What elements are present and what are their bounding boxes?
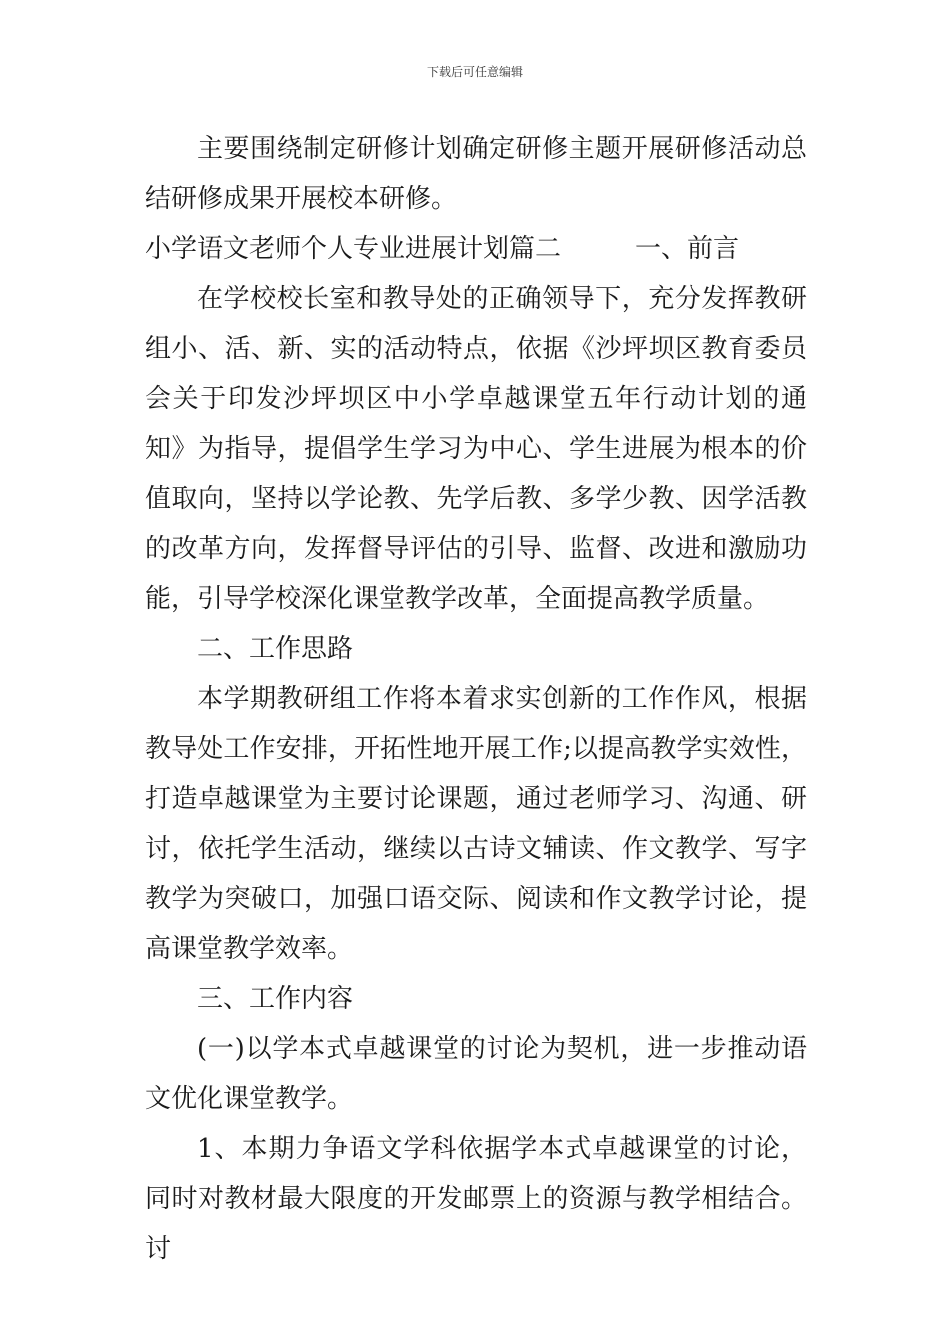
paragraph-item-one: 1、本期力争语文学科依据学本式卓越课堂的讨论，同时对教材最大限度的开发邮票上的资源与教学相结合。讨	[145, 1134, 807, 1264]
paragraph-work-ideas: 本学期教研组工作将本着求实创新的工作作风，根据教导处工作安排，开拓性地开展工作;以提高教学实效性，打造卓越课堂为主要讨论课题，通过老师学习、沟通、研讨，依托学生活动，继续以古诗文辅读、作文教学、写字教学为突破口，加强口语交际、阅读和作文教学讨论，提高课堂教学效率。	[145, 684, 807, 964]
document-body	[145, 124, 807, 1274]
paragraph-subsection-one: (一)以学本式卓越课堂的讨论为契机，进一步推动语文优化课堂教学。	[145, 1034, 807, 1114]
heading-work-ideas: 二、工作思路	[197, 634, 354, 664]
heading-preface: 一、前言	[635, 234, 740, 264]
heading-work-content: 三、工作内容	[197, 984, 354, 1014]
paragraph-preface: 在学校校长室和教导处的正确领导下，充分发挥教研组小、活、新、实的活动特点，依据《沙坪坝区教育委员会关于印发沙坪坝区中小学卓越课堂五年行动计划的通知》为指导，提倡学生学习为中心、学生进展为根本的价值取向，坚持以学论教、先学后教、多学少教、因学活教的改革方向，发挥督导评估的引导、监督、改进和激励功能，引导学校深化课堂教学改革，全面提高教学质量。	[145, 284, 807, 614]
page-header: 下载后可任意编辑	[426, 65, 523, 79]
paragraph-intro: 主要围绕制定研修计划确定研修主题开展研修活动总结研修成果开展校本研修。	[145, 134, 807, 214]
section-title-line	[145, 224, 807, 274]
document-title: 小学语文老师个人专业进展计划篇二	[145, 234, 562, 264]
